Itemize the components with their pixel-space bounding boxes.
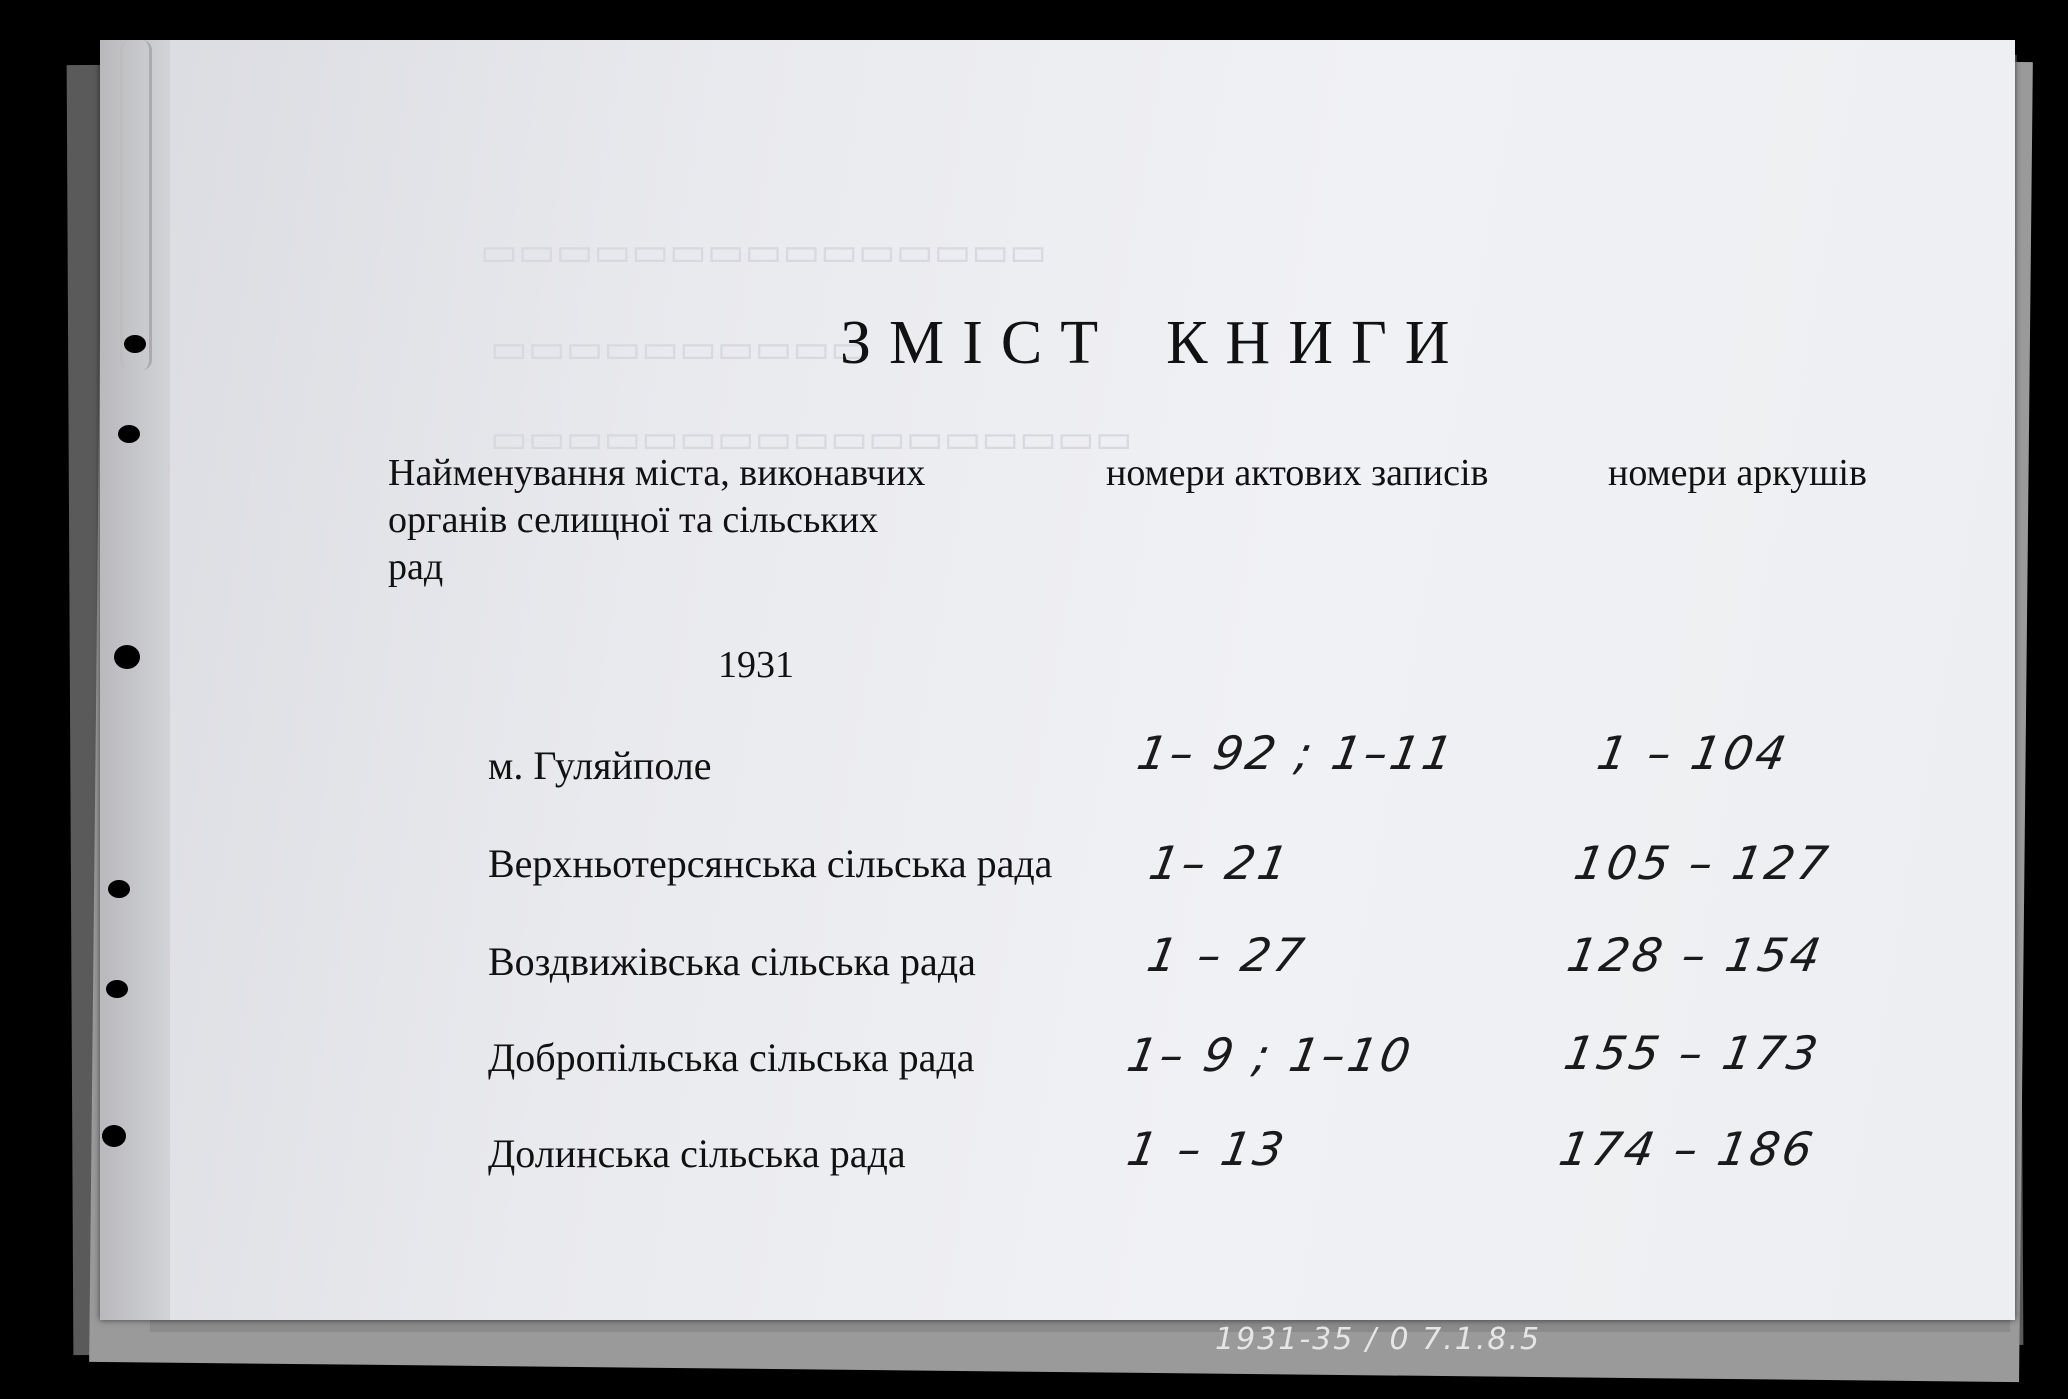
- row-sheets-handwritten: 105 – 127: [1570, 836, 1835, 890]
- archive-mark: 1931-35 / 0 7.1.8.5: [1215, 1322, 1542, 1357]
- binding-hole: [118, 425, 140, 443]
- header-sheets-column: номери аркушів: [1608, 452, 1867, 494]
- page-bottom-edge: [150, 1318, 2010, 1332]
- binding-hole: [106, 980, 128, 998]
- row-sheets-handwritten: 1 – 104: [1593, 726, 1794, 780]
- page-title: [840, 308, 1468, 379]
- binding-hole: [108, 880, 130, 898]
- header-name-line: органів селищної та сільських: [388, 499, 879, 541]
- row-sheets-handwritten: 174 – 186: [1555, 1122, 1820, 1176]
- bleed-through-text: ▭▭▭▭▭▭▭▭▭▭▭▭▭▭▭▭▭: [490, 416, 1133, 461]
- bleed-through-text: ▭▭▭▭▭▭▭▭▭▭▭▭▭▭▭: [480, 229, 1047, 274]
- row-records-handwritten: 1– 92 ; 1–11: [1133, 726, 1460, 780]
- binding-hole: [114, 645, 140, 669]
- binding-hole: [102, 1125, 126, 1147]
- title-word-1: ЗМІСТ: [840, 309, 1117, 377]
- binding-hole: [124, 335, 146, 353]
- row-records-handwritten: 1– 21: [1145, 836, 1296, 890]
- row-name: Долинська сільська рада: [488, 1131, 906, 1176]
- row-sheets-handwritten: 155 – 173: [1560, 1026, 1825, 1080]
- row-name: Верхньотерсянська сільська рада: [488, 841, 1053, 886]
- title-word-2: КНИГИ: [1166, 309, 1468, 377]
- bleed-through-text: ▭▭▭▭▭▭▭▭▭▭: [490, 326, 868, 371]
- header-records-column: номери актових записів: [1106, 452, 1489, 494]
- row-records-handwritten: 1 – 13: [1123, 1122, 1291, 1176]
- year-label: 1931: [718, 644, 794, 686]
- header-name-line: Найменування міста, виконавчих: [388, 452, 926, 494]
- header-name-line: рад: [388, 546, 444, 588]
- row-sheets-handwritten: 128 – 154: [1563, 928, 1828, 982]
- row-records-handwritten: 1 – 27: [1143, 928, 1311, 982]
- binding-string: [120, 40, 152, 370]
- row-records-handwritten: 1– 9 ; 1–10: [1123, 1028, 1418, 1082]
- header-name-column: [388, 450, 925, 591]
- row-name: Воздвижівська сільська рада: [488, 939, 976, 984]
- row-name: Добропільська сільська рада: [488, 1035, 975, 1080]
- row-name: м. Гуляйполе: [488, 743, 712, 788]
